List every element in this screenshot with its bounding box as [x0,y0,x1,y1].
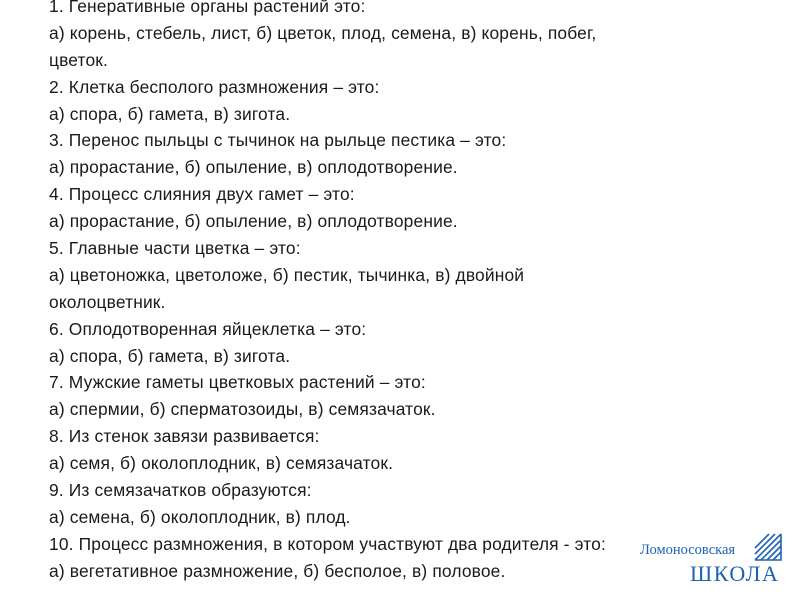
question-9-title: 9. Из семязачатков образуются: [49,480,312,501]
question-2-options: а) спора, б) гамета, в) зигота. [49,103,291,124]
logo-text-line1: Ломоносовская [640,542,736,558]
question-9-options: а) семена, б) околоплодник, в) плод. [49,506,351,527]
school-logo [640,530,788,590]
question-4-options: а) прорастание, б) опыление, в) оплодотворение. [49,211,458,232]
question-8-title: 8. Из стенок завязи развивается: [49,426,320,447]
question-1-options-cont: цветок. [49,49,109,70]
question-6-options: а) спора, б) гамета, в) зигота. [49,345,291,366]
quiz-text [49,0,759,585]
question-6-title: 6. Оплодотворенная яйцеклетка – это: [49,318,367,339]
question-7-options: а) спермии, б) сперматозоиды, в) семязачаток. [49,399,436,420]
school-emblem-icon [751,530,785,564]
question-3-title: 3. Перенос пыльцы с тычинок на рыльце пестика – это: [49,130,507,151]
logo-text-line2: ШКОЛА [690,561,780,586]
question-10-options: а) вегетативное размножение, б) бесполое, в) половое. [49,560,506,581]
question-7-title: 7. Мужские гаметы цветковых растений – это: [49,372,426,393]
question-5-title: 5. Главные части цветка – это: [49,238,301,259]
question-1-title: 1. Генеративные органы растений это: [49,0,366,16]
question-1-options: а) корень, стебель, лист, б) цветок, плод, семена, в) корень, побег, [49,22,597,43]
question-8-options: а) семя, б) околоплодник, в) семязачаток. [49,453,394,474]
question-4-title: 4. Процесс слияния двух гамет – это: [49,184,355,205]
question-2-title: 2. Клетка бесполого размножения – это: [49,76,380,97]
question-5-options-cont: околоцветник. [49,291,166,312]
question-5-options: а) цветоножка, цветоложе, б) пестик, тычинка, в) двойной [49,264,525,285]
question-10-title: 10. Процесс размножения, в котором участвуют два родителя - это: [49,533,606,554]
question-3-options: а) прорастание, б) опыление, в) оплодотворение. [49,157,458,178]
